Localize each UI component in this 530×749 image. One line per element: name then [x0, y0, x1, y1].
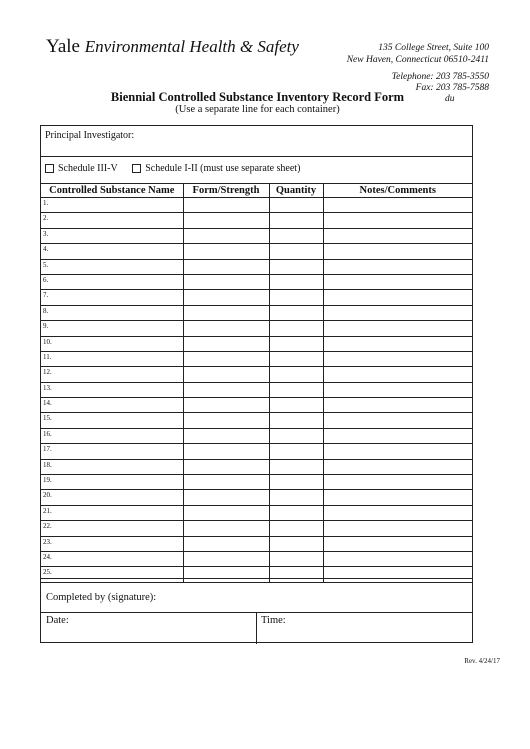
table-row	[41, 521, 472, 536]
quantity-cell[interactable]	[269, 290, 323, 305]
quantity-cell[interactable]	[269, 521, 323, 536]
table-row	[41, 490, 472, 505]
substance-cell[interactable]	[41, 551, 183, 566]
substance-cell[interactable]	[41, 336, 183, 351]
quantity-cell[interactable]	[269, 336, 323, 351]
substance-cell[interactable]	[41, 198, 183, 213]
substance-cell[interactable]	[41, 290, 183, 305]
quantity-cell[interactable]	[269, 444, 323, 459]
substance-cell[interactable]	[41, 475, 183, 490]
row-number: 9.	[43, 322, 49, 331]
table-row	[41, 259, 472, 274]
table-row	[41, 213, 472, 228]
substance-cell[interactable]	[41, 536, 183, 551]
form-strength-cell[interactable]	[183, 259, 269, 274]
table-row	[41, 428, 472, 443]
quantity-cell[interactable]	[269, 382, 323, 397]
substance-cell[interactable]	[41, 428, 183, 443]
department-name: Environmental Health & Safety	[84, 37, 299, 56]
date-label: Date:	[46, 615, 69, 626]
table-row	[41, 198, 472, 213]
column-header-notes: Notes/Comments	[323, 184, 472, 198]
table-row	[41, 351, 472, 366]
table-row	[41, 336, 472, 351]
quantity-cell[interactable]	[269, 505, 323, 520]
substance-cell[interactable]	[41, 413, 183, 428]
table-row	[41, 274, 472, 289]
substance-cell[interactable]	[41, 444, 183, 459]
quantity-cell[interactable]	[269, 198, 323, 213]
substance-cell[interactable]	[41, 398, 183, 413]
table-row	[41, 475, 472, 490]
schedule-label-iii-v: Schedule III-V	[58, 163, 118, 174]
row-number: 15.	[43, 414, 52, 423]
substance-cell[interactable]	[41, 521, 183, 536]
form-strength-cell[interactable]	[183, 228, 269, 243]
schedule-label-i-ii: Schedule I-II (must use separate sheet)	[145, 163, 301, 174]
table-header-row	[41, 184, 472, 198]
quantity-cell[interactable]	[269, 551, 323, 566]
row-number: 1.	[43, 199, 49, 207]
form-strength-cell[interactable]	[183, 413, 269, 428]
table-row	[41, 413, 472, 428]
form-strength-cell[interactable]	[183, 198, 269, 213]
form-strength-cell[interactable]	[183, 336, 269, 351]
quantity-cell[interactable]	[269, 259, 323, 274]
notes-cell[interactable]	[323, 228, 472, 243]
quantity-cell[interactable]	[269, 321, 323, 336]
table-row	[41, 228, 472, 243]
notes-cell[interactable]	[323, 336, 472, 351]
row-number: 17.	[43, 445, 52, 454]
row-number: 8.	[43, 306, 49, 315]
substance-cell[interactable]	[41, 382, 183, 397]
row-number: 21.	[43, 506, 52, 515]
schedule-option-i-ii[interactable]	[132, 163, 300, 174]
row-number: 18.	[43, 460, 52, 469]
row-number: 25.	[43, 568, 52, 577]
row-number: 24.	[43, 552, 52, 561]
table-row	[41, 367, 472, 382]
table-row	[41, 398, 472, 413]
row-number: 19.	[43, 476, 52, 485]
form-strength-cell[interactable]	[183, 321, 269, 336]
quantity-cell[interactable]	[269, 536, 323, 551]
quantity-cell[interactable]	[269, 367, 323, 382]
row-number: 20.	[43, 491, 52, 500]
notes-cell[interactable]	[323, 274, 472, 289]
quantity-cell[interactable]	[269, 475, 323, 490]
telephone: Telephone: 203 785-3550	[391, 72, 489, 82]
table-row	[41, 505, 472, 520]
form-title: Biennial Controlled Substance Inventory Record Form	[110, 90, 405, 104]
row-number: 23.	[43, 537, 52, 546]
column-header-quantity: Quantity	[269, 184, 323, 198]
row-number: 2.	[43, 214, 49, 223]
principal-investigator-label: Principal Investigator:	[45, 130, 135, 141]
schedule-option-iii-v[interactable]	[45, 163, 118, 174]
form-strength-cell[interactable]	[183, 398, 269, 413]
quantity-cell[interactable]	[269, 305, 323, 320]
notes-cell[interactable]	[323, 459, 472, 474]
form-subtitle: (Use a separate line for each container)	[175, 104, 340, 115]
date-field[interactable]	[41, 613, 257, 644]
form-strength-cell[interactable]	[183, 490, 269, 505]
notes-cell[interactable]	[323, 259, 472, 274]
form-strength-cell[interactable]	[183, 290, 269, 305]
form-strength-cell[interactable]	[183, 505, 269, 520]
form-strength-cell[interactable]	[183, 367, 269, 382]
form-strength-cell[interactable]	[183, 213, 269, 228]
table-row	[41, 321, 472, 336]
quantity-cell[interactable]	[269, 490, 323, 505]
row-number: 12.	[43, 368, 52, 377]
completed-by-label: Completed by (signature):	[46, 592, 157, 603]
notes-cell[interactable]	[323, 213, 472, 228]
quantity-cell[interactable]	[269, 413, 323, 428]
notes-cell[interactable]	[323, 398, 472, 413]
notes-cell[interactable]	[323, 536, 472, 551]
table-body	[41, 198, 472, 583]
address-line-2: New Haven, Connecticut 06510-2411	[346, 55, 489, 65]
substance-cell[interactable]	[41, 321, 183, 336]
substance-cell[interactable]	[41, 259, 183, 274]
form-strength-cell[interactable]	[183, 351, 269, 366]
row-number: 14.	[43, 399, 52, 408]
date-time-row	[41, 613, 472, 644]
quantity-cell[interactable]	[269, 398, 323, 413]
notes-cell[interactable]	[323, 551, 472, 566]
notes-cell[interactable]	[323, 198, 472, 213]
notes-cell[interactable]	[323, 490, 472, 505]
table-row	[41, 244, 472, 259]
form-strength-cell[interactable]	[183, 382, 269, 397]
form-strength-cell[interactable]	[183, 305, 269, 320]
notes-cell[interactable]	[323, 413, 472, 428]
notes-cell[interactable]	[323, 290, 472, 305]
column-header-substance: Controlled Substance Name	[41, 184, 183, 198]
quantity-cell[interactable]	[269, 428, 323, 443]
principal-investigator-field[interactable]	[41, 126, 472, 157]
form-strength-cell[interactable]	[183, 475, 269, 490]
checkbox-i-ii[interactable]	[132, 164, 141, 173]
address-line-1: 135 College Street, Suite 100	[378, 43, 489, 53]
row-number: 16.	[43, 429, 52, 438]
substance-cell[interactable]	[41, 274, 183, 289]
checkbox-iii-v[interactable]	[45, 164, 54, 173]
notes-cell[interactable]	[323, 305, 472, 320]
substance-cell[interactable]	[41, 305, 183, 320]
notes-cell[interactable]	[323, 321, 472, 336]
substance-cell[interactable]	[41, 351, 183, 366]
row-number: 3.	[43, 229, 49, 238]
row-number: 5.	[43, 260, 49, 269]
substance-cell[interactable]	[41, 367, 183, 382]
row-number: 22.	[43, 522, 52, 531]
row-number: 11.	[43, 352, 52, 361]
substance-cell[interactable]	[41, 213, 183, 228]
revision-note: Rev. 4/24/17	[464, 657, 500, 665]
table-row	[41, 551, 472, 566]
notes-cell[interactable]	[323, 475, 472, 490]
notes-cell[interactable]	[323, 428, 472, 443]
inventory-table	[41, 183, 472, 583]
column-header-form: Form/Strength	[183, 184, 269, 198]
form-strength-cell[interactable]	[183, 428, 269, 443]
email-fragment: du	[445, 94, 455, 104]
schedule-selector	[41, 157, 472, 182]
notes-cell[interactable]	[323, 351, 472, 366]
substance-cell[interactable]	[41, 459, 183, 474]
table-row	[41, 382, 472, 397]
brand-name: Yale	[46, 36, 80, 57]
notes-cell[interactable]	[323, 367, 472, 382]
fax: Fax: 203 785-7588	[415, 83, 489, 93]
table-row	[41, 290, 472, 305]
brand-logo	[46, 36, 299, 58]
time-field[interactable]	[261, 613, 286, 644]
form-strength-cell[interactable]	[183, 536, 269, 551]
quantity-cell[interactable]	[269, 274, 323, 289]
row-number: 13.	[43, 383, 52, 392]
row-number: 10.	[43, 337, 52, 346]
row-number: 6.	[43, 275, 49, 284]
table-row	[41, 444, 472, 459]
substance-cell[interactable]	[41, 505, 183, 520]
form-strength-cell[interactable]	[183, 244, 269, 259]
completed-by-field[interactable]	[41, 578, 472, 613]
notes-cell[interactable]	[323, 444, 472, 459]
form-strength-cell[interactable]	[183, 444, 269, 459]
form-strength-cell[interactable]	[183, 459, 269, 474]
table-row	[41, 459, 472, 474]
substance-cell[interactable]	[41, 490, 183, 505]
form-strength-cell[interactable]	[183, 521, 269, 536]
table-row	[41, 305, 472, 320]
time-label: Time:	[261, 615, 286, 626]
row-number: 7.	[43, 291, 49, 300]
substance-cell[interactable]	[41, 228, 183, 243]
inventory-form	[40, 125, 473, 643]
notes-cell[interactable]	[323, 505, 472, 520]
notes-cell[interactable]	[323, 382, 472, 397]
form-strength-cell[interactable]	[183, 274, 269, 289]
form-strength-cell[interactable]	[183, 551, 269, 566]
row-number: 4.	[43, 245, 49, 254]
quantity-cell[interactable]	[269, 213, 323, 228]
notes-cell[interactable]	[323, 521, 472, 536]
substance-cell[interactable]	[41, 244, 183, 259]
table-row	[41, 536, 472, 551]
address-block	[347, 42, 489, 66]
quantity-cell[interactable]	[269, 228, 323, 243]
quantity-cell[interactable]	[269, 244, 323, 259]
quantity-cell[interactable]	[269, 351, 323, 366]
notes-cell[interactable]	[323, 244, 472, 259]
quantity-cell[interactable]	[269, 459, 323, 474]
